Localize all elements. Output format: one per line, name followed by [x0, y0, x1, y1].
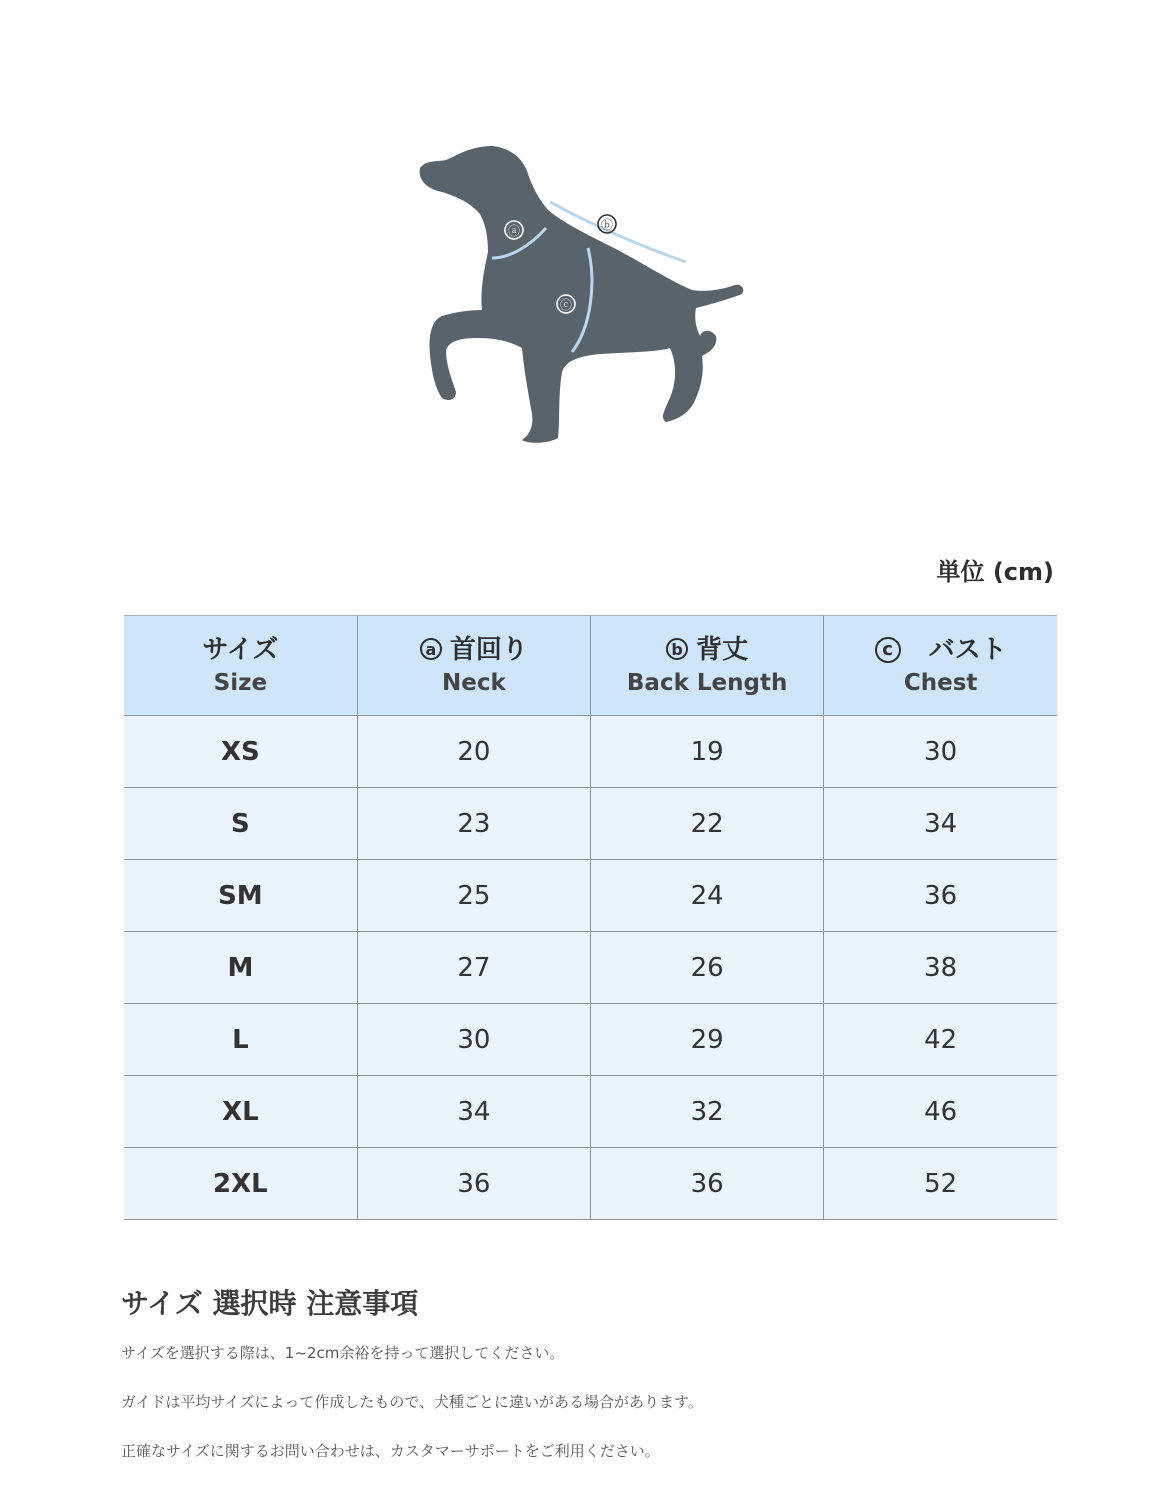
header-chest-jp: バスト — [928, 634, 1007, 665]
header-size — [124, 616, 357, 716]
cell-back: 32 — [591, 1076, 824, 1148]
marker-a-badge: a — [420, 638, 442, 660]
cell-neck: 25 — [357, 860, 590, 932]
notes-title: サイズ 選択時 注意事項 — [121, 1287, 419, 1320]
cell-back: 24 — [591, 860, 824, 932]
note-line: ガイドは平均サイズによって作成したもので、犬種ごとに違いがある場合があります。 — [121, 1393, 703, 1411]
cell-neck: 20 — [357, 716, 590, 788]
table-row — [124, 1148, 1057, 1220]
cell-neck: 30 — [357, 1004, 590, 1076]
cell-size: 2XL — [124, 1148, 357, 1220]
cell-neck: 36 — [357, 1148, 590, 1220]
marker-b-label: ⓑ — [600, 218, 614, 232]
header-neck-en: Neck — [441, 669, 506, 696]
table-header-row — [124, 616, 1057, 716]
cell-chest: 38 — [824, 932, 1057, 1004]
table-row — [124, 716, 1057, 788]
size-chart-table — [124, 615, 1057, 1220]
cell-size: L — [124, 1004, 357, 1076]
table-row — [124, 860, 1057, 932]
cell-back: 19 — [591, 716, 824, 788]
table-row — [124, 788, 1057, 860]
marker-b-badge: b — [666, 638, 688, 660]
header-chest — [824, 616, 1057, 716]
cell-size: M — [124, 932, 357, 1004]
cell-neck: 34 — [357, 1076, 590, 1148]
note-line: サイズを選択する際は、1~2cm余裕を持って選択してください。 — [121, 1344, 565, 1362]
unit-label: 単位 (cm) — [936, 558, 1054, 586]
cell-back: 22 — [591, 788, 824, 860]
note-line: 正確なサイズに関するお問い合わせは、カスタマーサポートをご利用ください。 — [121, 1442, 660, 1460]
dog-silhouette-icon — [400, 130, 760, 460]
cell-chest: 42 — [824, 1004, 1057, 1076]
table-row — [124, 1076, 1057, 1148]
header-neck — [357, 616, 590, 716]
marker-c-label: ⓒ — [559, 298, 573, 312]
header-back-en: Back Length — [626, 669, 788, 696]
cell-size: XL — [124, 1076, 357, 1148]
cell-size: S — [124, 788, 357, 860]
header-back — [591, 616, 824, 716]
cell-chest: 52 — [824, 1148, 1057, 1220]
header-size-jp: サイズ — [202, 634, 279, 665]
cell-chest: 46 — [824, 1076, 1057, 1148]
table-row — [124, 1004, 1057, 1076]
cell-back: 36 — [591, 1148, 824, 1220]
cell-chest: 30 — [824, 716, 1057, 788]
cell-back: 29 — [591, 1004, 824, 1076]
table-row — [124, 932, 1057, 1004]
header-back-jp: 背丈 — [696, 634, 749, 665]
marker-c-badge: c — [875, 637, 901, 663]
marker-a-label: ⓐ — [507, 224, 521, 238]
cell-size: XS — [124, 716, 357, 788]
dog-measurement-diagram — [400, 130, 760, 460]
cell-size: SM — [124, 860, 357, 932]
cell-neck: 23 — [357, 788, 590, 860]
cell-chest: 36 — [824, 860, 1057, 932]
header-chest-en: Chest — [903, 669, 978, 696]
size-notes — [121, 1282, 1051, 1491]
cell-back: 26 — [591, 932, 824, 1004]
header-size-en: Size — [213, 669, 268, 696]
cell-chest: 34 — [824, 788, 1057, 860]
header-neck-jp: 首回り — [449, 634, 528, 665]
cell-neck: 27 — [357, 932, 590, 1004]
